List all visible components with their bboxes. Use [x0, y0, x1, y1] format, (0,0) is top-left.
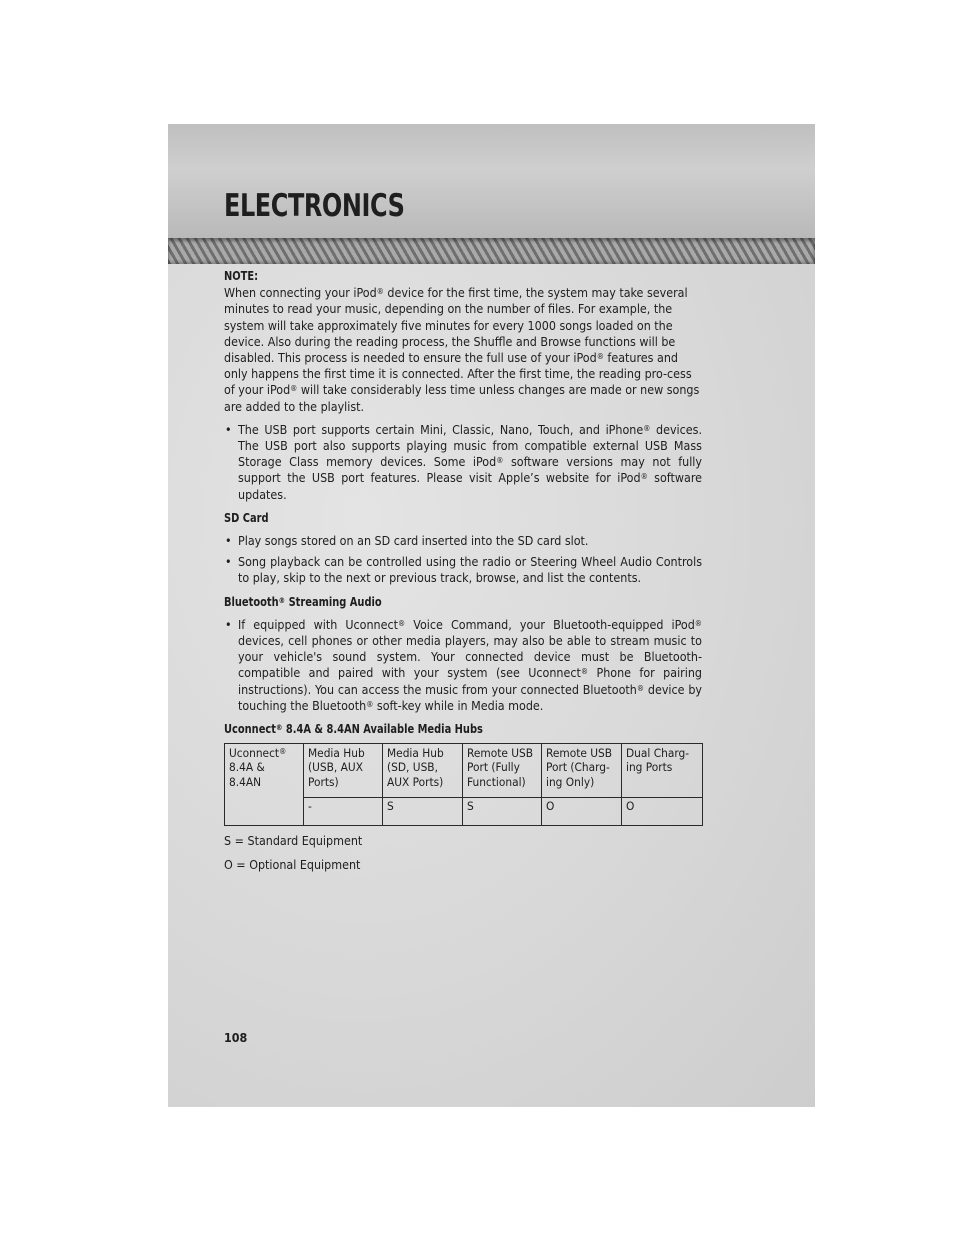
note-heading: NOTE: — [224, 269, 259, 283]
bullet-dot: • — [225, 554, 232, 570]
legend-optional: O = Optional Equipment — [224, 857, 361, 873]
sd-bullet-2-text: Song playback can be controlled using the radio or Steering Wheel Audio Controls to play, skip to the next or previous track, browse, and list the contents. — [238, 554, 702, 586]
bullet-dot: • — [225, 616, 232, 632]
table-cell: - — [304, 797, 383, 825]
table-row-label: Uconnect® 8.4A & 8.4AN — [225, 744, 304, 826]
table-column-header: Media Hub (USB, AUX Ports) — [304, 744, 383, 798]
bluetooth-bullet — [224, 617, 702, 714]
bluetooth-heading: Bluetooth® Streaming Audio — [224, 594, 382, 609]
usb-bullet-text: The USB port supports certain Mini, Classic, Nano, Touch, and iPhone® devices. The USB port also supports playing music from compatible external USB Mass Storage Class memory devices. Some iPod® software versions may not fully support the USB port features. Please visit Apple’s website for iPod® software updates. — [238, 421, 702, 502]
table-column-header: Dual Charg-ing Ports — [622, 744, 703, 798]
sd-bullet-1-text: Play songs stored on an SD card inserted into the SD card slot. — [238, 533, 589, 549]
media-hubs-heading: Uconnect® 8.4A & 8.4AN Available Media Hubs — [224, 722, 483, 737]
table-column-header: Remote USB Port (Charg-ing Only) — [542, 744, 622, 798]
tire-tread-banner — [168, 238, 815, 264]
table-cell: O — [622, 797, 703, 825]
sd-bullet-1 — [224, 533, 702, 549]
table-cell: S — [463, 797, 542, 825]
table-column-header: Remote USB Port (Fully Functional) — [463, 744, 542, 798]
bullet-dot: • — [225, 421, 232, 437]
page-number: 108 — [224, 1030, 248, 1045]
section-header — [168, 124, 815, 238]
legend-standard: S = Standard Equipment — [224, 833, 363, 849]
usb-bullet — [224, 422, 702, 503]
media-hubs-table — [224, 743, 703, 826]
sd-bullet-2 — [224, 554, 702, 586]
page-content — [224, 268, 702, 874]
table-cell: S — [383, 797, 463, 825]
bullet-dot: • — [225, 533, 232, 549]
table-column-header: Media Hub (SD, USB, AUX Ports) — [383, 744, 463, 798]
table-cell: O — [542, 797, 622, 825]
section-title: ELECTRONICS — [224, 188, 405, 224]
table-header-row — [225, 744, 703, 798]
note-text: When connecting your iPod® device for the first time, the system may take several minutes to read your music, depending on the number of files. For example, the system will take approximately five minutes for every 1000 songs loaded on the device. Also during the reading process, the Shuffle and Browse functions will be disabled. This process is needed to ensure the full use of your iPod® features and only happens the first time it is connected. After the first time, the reading pro-cess of your iPod® will take considerably less time unless changes are made or new songs are added to the playlist. — [224, 285, 700, 414]
bluetooth-bullet-text: If equipped with Uconnect® Voice Command, your Bluetooth-equipped iPod® devices, cell phones or other media players, may also be able to stream music to your vehicle's sound system. Your connected device must be Bluetooth-compatible and paired with your system (see Uconnect® Phone for pairing instructions). You can access the music from your connected Bluetooth® device by touching the Bluetooth® soft-key while in Media mode. — [238, 616, 702, 713]
manual-page — [168, 124, 815, 1107]
sd-card-heading: SD Card — [224, 510, 269, 525]
